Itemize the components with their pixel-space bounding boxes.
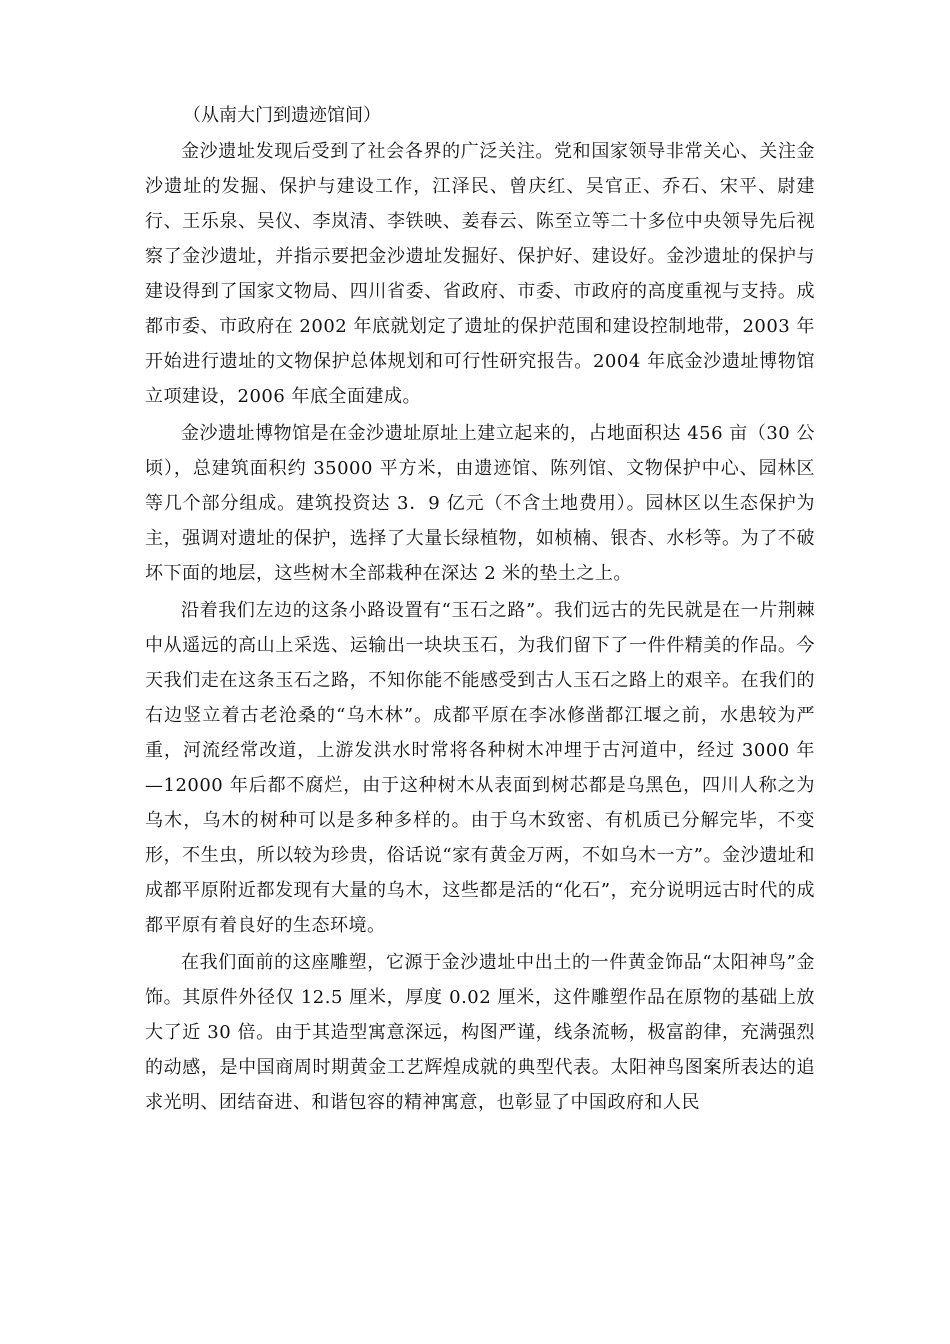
paragraph: 在我们面前的这座雕塑，它源于金沙遗址中出土的一件黄金饰品“太阳神鸟”金饰。其原件外径仅 12.5 厘米，厚度 0.02 厘米，这件雕塑作品在原物的基础上放大了近 30 倍。由于其造型寓意深远，构图严谨，线条流畅，极富韵律，充满强烈的动感，是中国商周时期黄金工艺辉煌成就的典型代表。太阳神鸟图案所表达的追求光明、团结奋进、和谐包容的精神寓意，也彰显了中国政府和人民 — [145, 952, 815, 1113]
paragraph: 金沙遗址发现后受到了社会各界的广泛关注。党和国家领导非常关心、关注金沙遗址的发掘、保护与建设工作，江泽民、曾庆红、吴官正、乔石、宋平、尉建行、王乐泉、吴仪、李岚清、李铁映、姜春云、陈至立等二十多位中央领导先后视察了金沙遗址，并指示要把金沙遗址发掘好、保护好、建设好。金沙遗址的保护与建设得到了国家文物局、四川省委、省政府、市委、市政府的高度重视与支持。成都市委、市政府在 2002 年底就划定了遗址的保护范围和建设控制地带，2003 年开始进行遗址的文物保护总体规划和可行性研究报告。2004 年底金沙遗址博物馆立项建设，2006 年底全面建成。 — [145, 141, 815, 407]
paragraph: 沿着我们左边的这条小路设置有“玉石之路”。我们远古的先民就是在一片荆棘中从遥远的高山上采选、运输出一块块玉石，为我们留下了一件件精美的作品。今天我们走在这条玉石之路，不知你能不能感受到古人玉石之路上的艰辛。在我们的右边竖立着古老沧桑的“乌木林”。成都平原在李冰修凿都江堰之前，水患较为严重，河流经常改道，上游发洪水时常将各种树木冲埋于古河道中，经过 3000 年—12000 年后都不腐烂，由于这种树木从表面到树芯都是乌黑色，四川人称之为乌木，乌木的树种可以是多种多样的。由于乌木致密、有机质已分解完毕，不变形，不生虫，所以较为珍贵，俗话说“家有黄金万两，不如乌木一方”。金沙遗址和成都平原附近都发现有大量的乌木，这些都是活的“化石”，充分说明远古时代的成都平原有着良好的生态环境。 — [145, 600, 815, 936]
section-title: （从南大门到遗迹馆间） — [183, 105, 381, 126]
document-body — [145, 98, 815, 1122]
paragraph: 金沙遗址博物馆是在金沙遗址原址上建立起来的，占地面积达 456 亩（30 公顷），总建筑面积约 35000 平方米，由遗迹馆、陈列馆、文物保护中心、园林区等几个部分组成。建筑投资达 3．9 亿元（不含土地费用）。园林区以生态保护为主，强调对遗址的保护，选择了大量长绿植物，如桢楠、银杏、水杉等。为了不破坏下面的地层，这些树木全部栽种在深达 2 米的垫土之上。 — [145, 423, 815, 584]
